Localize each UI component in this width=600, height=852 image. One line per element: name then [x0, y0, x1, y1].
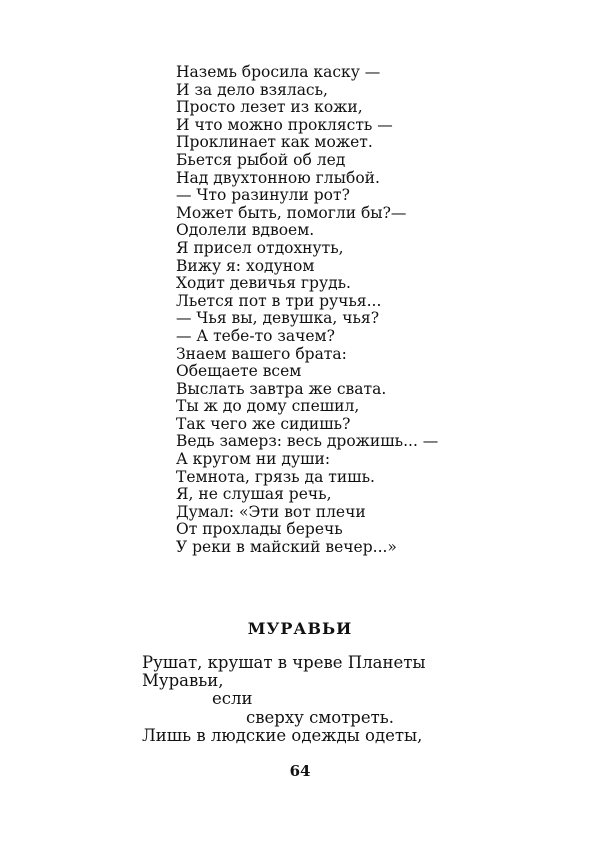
poem-line: — Чья вы, девушка, чья?: [176, 309, 379, 328]
poem-line: Просто лезет из кожи,: [176, 98, 363, 117]
poem-line: Проклинает как может.: [176, 133, 373, 152]
poem-line: сверху смотреть.: [246, 707, 394, 727]
poem-line: И что можно проклясть —: [176, 115, 393, 134]
poem-line: Одолели вдвоем.: [176, 221, 315, 240]
poem-line: Бьется рыбой об лед: [176, 150, 346, 169]
poem-line: А кругом ни души:: [176, 450, 331, 469]
poem-line: Темнота, грязь да тишь.: [176, 467, 375, 486]
poem-line: Я, не слушая речь,: [176, 485, 332, 504]
poem-line: Наземь бросила каску —: [176, 63, 381, 81]
page-number: 64: [289, 762, 311, 780]
poem-line: Знаем вашего брата:: [176, 344, 347, 363]
poem-line: Рушат, крушат в чреве Планеты: [142, 653, 426, 672]
poem-line: Обещаете всем: [176, 362, 302, 381]
poem-line: И за дело взялась,: [176, 80, 328, 99]
poem-line: Думал: «Эти вот плечи: [176, 502, 366, 521]
poem-muravyi: [142, 654, 426, 745]
poem-line: Может быть, помогли бы?—: [176, 203, 407, 222]
poem-line: Ходит девичья грудь.: [176, 274, 351, 293]
poem-line: Ведь замерз: весь дрожишь... —: [176, 432, 439, 451]
poem-line: У реки в майский вечер...»: [176, 538, 397, 557]
poem-line: Ты ж до дому спешил,: [176, 397, 360, 416]
poem-title: МУРАВЬИ: [247, 619, 353, 638]
poem-line: От прохлады беречь: [176, 520, 343, 539]
poem-line: Вижу я: ходуном: [176, 256, 315, 275]
poem-line: Я присел отдохнуть,: [176, 238, 344, 257]
poem-line: Муравьи,: [142, 671, 224, 691]
poem-line: Лишь в людские одежды одеты,: [142, 725, 423, 745]
poem-line: Над двухтонною глыбой.: [176, 168, 380, 187]
poem-line: Выслать завтра же свата.: [176, 379, 387, 398]
poem-line: — А тебе-то зачем?: [176, 326, 335, 345]
poem-stanza: [176, 64, 438, 557]
poem-line: Льется пот в три ручья...: [176, 291, 382, 310]
poem-line: Так чего же сидишь?: [176, 414, 351, 433]
poem-line: — Что разинули рот?: [176, 186, 350, 205]
poem-line: если: [212, 689, 253, 709]
